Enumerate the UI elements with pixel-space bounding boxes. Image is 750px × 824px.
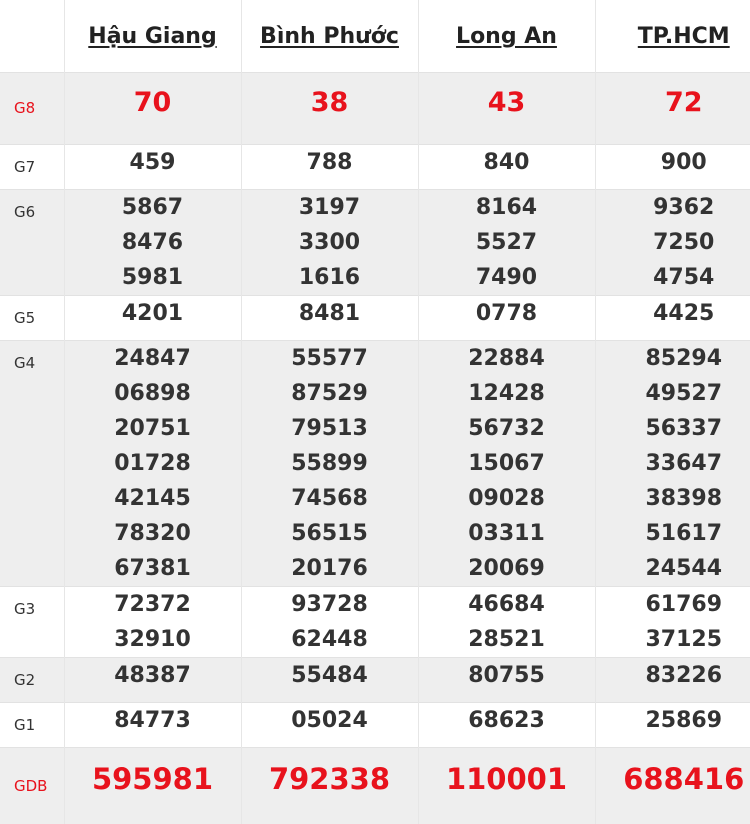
result-number: 688416 [596, 748, 750, 811]
header-row [0, 0, 750, 73]
result-number: 20751 [65, 411, 241, 446]
result-number: 3197 [242, 190, 418, 225]
result-number: 62448 [242, 622, 418, 657]
prize-row-g8 [0, 73, 750, 145]
result-cell [241, 658, 418, 703]
result-cell [241, 587, 418, 658]
result-number: 49527 [596, 376, 750, 411]
result-number: 3300 [242, 225, 418, 260]
result-number: 15067 [419, 446, 595, 481]
result-cell [241, 145, 418, 190]
result-number: 110001 [419, 748, 595, 811]
prize-row-g4 [0, 341, 750, 587]
result-number: 55899 [242, 446, 418, 481]
result-number: 56515 [242, 516, 418, 551]
prize-row-g3 [0, 587, 750, 658]
result-number: 22884 [419, 341, 595, 376]
result-number: 61769 [596, 587, 750, 622]
prize-row-g5 [0, 296, 750, 341]
result-number: 5867 [65, 190, 241, 225]
result-cell [241, 341, 418, 587]
prize-label-cell [0, 73, 64, 145]
result-number: 42145 [65, 481, 241, 516]
result-number: 33647 [596, 446, 750, 481]
prize-label-cell [0, 296, 64, 341]
prize-label: G1 [14, 703, 64, 747]
result-number: 32910 [65, 622, 241, 657]
result-cell [418, 703, 595, 748]
result-number: 72 [596, 73, 750, 133]
prize-label: G7 [14, 145, 64, 189]
result-cell [241, 73, 418, 145]
result-number: 20069 [419, 551, 595, 586]
prize-label-cell [0, 341, 64, 587]
result-cell [241, 190, 418, 296]
result-number: 55577 [242, 341, 418, 376]
header-corner [0, 0, 64, 73]
result-cell [241, 703, 418, 748]
result-number: 79513 [242, 411, 418, 446]
result-number: 4201 [65, 296, 241, 331]
prize-label-cell [0, 748, 64, 824]
result-cell [595, 73, 750, 145]
result-cell [595, 145, 750, 190]
result-number: 48387 [65, 658, 241, 693]
result-number: 25869 [596, 703, 750, 738]
result-number: 67381 [65, 551, 241, 586]
result-number: 93728 [242, 587, 418, 622]
result-number: 38 [242, 73, 418, 133]
result-cell [241, 296, 418, 341]
province-header-long-an[interactable]: Long An [418, 0, 595, 73]
result-number: 85294 [596, 341, 750, 376]
result-number: 09028 [419, 481, 595, 516]
result-number: 01728 [65, 446, 241, 481]
result-cell [64, 587, 241, 658]
result-cell [595, 341, 750, 587]
prize-row-g7 [0, 145, 750, 190]
result-number: 55484 [242, 658, 418, 693]
result-number: 87529 [242, 376, 418, 411]
result-number: 78320 [65, 516, 241, 551]
result-number: 20176 [242, 551, 418, 586]
result-cell [418, 145, 595, 190]
result-number: 788 [242, 145, 418, 180]
result-number: 03311 [419, 516, 595, 551]
result-number: 8164 [419, 190, 595, 225]
prize-label: G4 [14, 341, 64, 385]
result-number: 84773 [65, 703, 241, 738]
prize-row-gdb [0, 748, 750, 824]
result-cell [595, 190, 750, 296]
result-number: 459 [65, 145, 241, 180]
result-cell [418, 296, 595, 341]
result-number: 28521 [419, 622, 595, 657]
result-cell [241, 748, 418, 824]
result-cell [595, 748, 750, 824]
result-cell [418, 73, 595, 145]
result-number: 43 [419, 73, 595, 133]
result-number: 5527 [419, 225, 595, 260]
result-number: 72372 [65, 587, 241, 622]
result-number: 4425 [596, 296, 750, 331]
prize-label: G6 [14, 190, 64, 234]
result-number: 9362 [596, 190, 750, 225]
result-number: 51617 [596, 516, 750, 551]
province-header-tp-hcm[interactable]: TP.HCM [595, 0, 750, 73]
result-number: 24847 [65, 341, 241, 376]
result-cell [595, 587, 750, 658]
result-number: 7250 [596, 225, 750, 260]
result-number: 37125 [596, 622, 750, 657]
prize-label: G3 [14, 587, 64, 631]
result-cell [64, 73, 241, 145]
prize-label-cell [0, 190, 64, 296]
prize-label-cell [0, 703, 64, 748]
prize-label-cell [0, 145, 64, 190]
result-cell [595, 703, 750, 748]
prize-row-g1 [0, 703, 750, 748]
prize-label-cell [0, 658, 64, 703]
prize-label: G2 [14, 658, 64, 702]
result-cell [418, 587, 595, 658]
result-cell [418, 341, 595, 587]
result-number: 840 [419, 145, 595, 180]
result-number: 06898 [65, 376, 241, 411]
result-number: 70 [65, 73, 241, 133]
result-number: 595981 [65, 748, 241, 811]
result-cell [64, 658, 241, 703]
result-cell [64, 145, 241, 190]
result-number: 4754 [596, 260, 750, 295]
prize-label-cell [0, 587, 64, 658]
result-number: 7490 [419, 260, 595, 295]
result-number: 1616 [242, 260, 418, 295]
prize-label: G8 [14, 73, 64, 144]
result-number: 24544 [596, 551, 750, 586]
result-cell [418, 658, 595, 703]
result-number: 68623 [419, 703, 595, 738]
prize-label: G5 [14, 296, 64, 340]
result-cell [64, 296, 241, 341]
result-number: 900 [596, 145, 750, 180]
result-number: 0778 [419, 296, 595, 331]
prize-row-g6 [0, 190, 750, 296]
prize-label: GDB [14, 748, 64, 824]
result-cell [64, 190, 241, 296]
result-number: 792338 [242, 748, 418, 811]
result-number: 56732 [419, 411, 595, 446]
province-header-binh-phuoc[interactable]: Bình Phước [241, 0, 418, 73]
result-cell [64, 748, 241, 824]
prize-row-g2 [0, 658, 750, 703]
result-number: 05024 [242, 703, 418, 738]
result-number: 5981 [65, 260, 241, 295]
result-number: 12428 [419, 376, 595, 411]
result-number: 83226 [596, 658, 750, 693]
result-number: 80755 [419, 658, 595, 693]
result-number: 38398 [596, 481, 750, 516]
result-cell [64, 341, 241, 587]
result-cell [418, 190, 595, 296]
result-number: 46684 [419, 587, 595, 622]
result-cell [418, 748, 595, 824]
province-header-hau-giang[interactable]: Hậu Giang [64, 0, 241, 73]
result-number: 8481 [242, 296, 418, 331]
result-number: 74568 [242, 481, 418, 516]
result-cell [64, 703, 241, 748]
result-cell [595, 658, 750, 703]
result-number: 56337 [596, 411, 750, 446]
result-number: 8476 [65, 225, 241, 260]
result-cell [595, 296, 750, 341]
